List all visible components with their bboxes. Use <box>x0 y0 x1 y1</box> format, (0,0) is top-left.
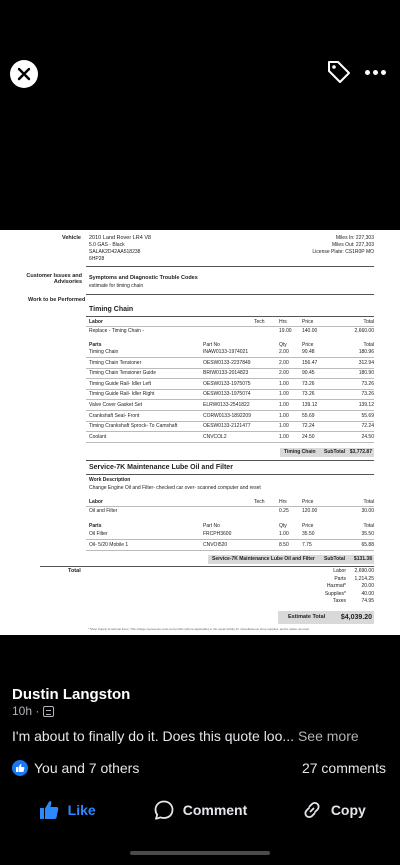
total-row-label: Hazmat* <box>326 583 346 590</box>
part-total: 139.12 <box>358 402 374 408</box>
part-total: 180.96 <box>358 349 374 355</box>
part-number: OESW0133-2121477 <box>203 423 251 430</box>
part-name: Timing Crankshaft Sprock- To Camshaft <box>89 423 178 430</box>
comments-count[interactable]: 27 comments <box>301 760 386 776</box>
part-number: BRIW0133-2014823 <box>203 370 249 377</box>
part-price: 90.45 <box>302 370 315 377</box>
job2-hrs-header: Hrs <box>279 499 287 505</box>
part-price: 72.24 <box>302 423 315 430</box>
comment-icon <box>153 799 175 821</box>
part-price: 7.75 <box>302 541 312 548</box>
estimate-total-label: Estimate Total <box>288 614 326 620</box>
more-icon <box>365 70 370 75</box>
link-icon <box>301 799 323 821</box>
comment-label: Comment <box>182 802 248 818</box>
part-qty: 1.00 <box>279 423 289 430</box>
job2-parts-header: Parts <box>89 523 102 529</box>
tag-icon <box>325 58 353 86</box>
part-total: 180.90 <box>358 370 374 377</box>
job2-title: Service-7K Maintenance Lube Oil and Filter <box>89 464 233 471</box>
part-name: Timing Guide Rail- Idler Right <box>89 391 155 398</box>
part-price: 55.69 <box>302 412 315 419</box>
job2-subtotal-name: Service-7K Maintenance Lube Oil and Filter <box>212 556 315 562</box>
part-name: Oil- 5/20 Mobile 1 <box>89 541 129 548</box>
vehicle-name: 2010 Land Rover LR4 V8 <box>89 235 152 241</box>
part-total: 312.94 <box>358 359 374 366</box>
job1-tech-header: Tech <box>254 319 265 325</box>
job1-labor-total: 2,660.00 <box>354 328 374 334</box>
job1-labor-desc: Replace - Timing Chain - <box>89 328 145 334</box>
total-row-label: Taxes <box>332 598 346 605</box>
part-price: 24.50 <box>302 433 315 440</box>
part-qty: 8.50 <box>279 541 289 548</box>
job1-hrs-header: Hrs <box>279 319 287 325</box>
comment-button[interactable] <box>133 799 266 821</box>
part-price: 156.47 <box>302 359 318 366</box>
vehicle-code: 6HP28 <box>89 256 105 262</box>
job2-price-header-2: Price <box>302 523 314 529</box>
reactions-text: You and 7 others <box>34 760 140 776</box>
part-price: 73.26 <box>302 380 315 387</box>
part-qty: 1.00 <box>279 433 289 440</box>
total-row-label: Parts <box>334 575 346 582</box>
divider <box>86 474 374 475</box>
part-number: CORW0133-1892209 <box>203 412 251 419</box>
job1-price-header-2: Price <box>302 342 314 348</box>
close-icon <box>17 67 31 81</box>
part-name: Timing Chain Tensioner Guide <box>89 370 156 377</box>
divider <box>86 266 374 267</box>
part-qty: 1.00 <box>279 380 289 387</box>
divider <box>86 294 374 295</box>
job1-subtotal-name: Timing Chain <box>284 449 316 455</box>
job1-labor-header: Labor <box>89 319 103 325</box>
part-number: ELRW0133-2541822 <box>203 402 250 408</box>
vehicle-vin: SALAK2D42AA518238 <box>89 249 141 255</box>
tag-button[interactable] <box>325 58 353 86</box>
home-indicator[interactable] <box>130 851 270 855</box>
job2-labor-price: 120.00 <box>302 508 318 514</box>
part-name: Timing Chain <box>89 349 119 355</box>
copy-label: Copy <box>330 802 366 818</box>
total-row-value: 74.95 <box>361 598 374 605</box>
part-qty: 2.00 <box>279 370 289 377</box>
job2-labor-header: Labor <box>89 499 103 505</box>
part-total: 24.50 <box>361 433 374 440</box>
copy-button[interactable] <box>267 799 400 821</box>
part-number: OESW0133-2237849 <box>203 359 251 366</box>
part-number: OESW0133-1975074 <box>203 391 251 398</box>
more-options-button[interactable] <box>362 62 388 82</box>
footnote: * Shop Supply & Hazmat Fees: This charge represents costs and profits (where applicable) to the repair facility for miscellaneous shop supplies, and/or waste removal. <box>88 627 310 631</box>
total-label: Total <box>68 568 81 574</box>
action-bar <box>0 796 400 824</box>
part-total: 65.88 <box>361 541 374 548</box>
job2-tech-header: Tech <box>254 499 265 505</box>
job1-price-header: Price <box>302 319 314 325</box>
license-plate: License Plate: CS1R0P MO <box>312 249 374 255</box>
post-caption <box>12 728 392 744</box>
issues-label: Customer Issues and Advisories <box>26 273 82 286</box>
part-qty: 1.00 <box>279 412 289 419</box>
part-price: 73.26 <box>302 391 315 398</box>
part-price: 139.12 <box>302 402 318 408</box>
like-reaction-icon <box>12 760 28 776</box>
job2-subtotal-label: SubTotal <box>324 556 346 562</box>
vehicle-engine: 5.0 GAS - Black <box>89 242 125 248</box>
job1-subtotal-value: $3,772.87 <box>349 449 372 455</box>
part-total: 35.50 <box>361 531 374 537</box>
part-name: Coolant <box>89 433 107 440</box>
job2-total-header: Total <box>363 499 374 505</box>
job1-total-header: Total <box>363 319 374 325</box>
part-total: 72.24 <box>361 423 374 430</box>
part-name: Oil Filter <box>89 531 108 537</box>
job2-price-header: Price <box>302 499 314 505</box>
part-name: Timing Chain Tensioner <box>89 359 142 366</box>
close-button[interactable] <box>10 60 38 88</box>
post-meta <box>12 704 54 718</box>
job1-total-header-2: Total <box>363 342 374 348</box>
part-qty: 1.00 <box>279 402 289 408</box>
part-qty: 2.00 <box>279 359 289 366</box>
total-row-value: 40.00 <box>361 590 374 597</box>
total-row-value: 20.00 <box>361 583 374 590</box>
divider <box>86 460 374 461</box>
job1-partno-header: Part No <box>203 342 220 348</box>
part-total: 55.69 <box>361 412 374 419</box>
vehicle-label: Vehicle <box>62 235 81 241</box>
estimate-total-value: $4,039.20 <box>340 614 372 621</box>
part-number: CNVCOL2 <box>203 433 227 440</box>
total-row-value: 2,690.00 <box>354 568 374 574</box>
part-price: 90.48 <box>302 349 315 355</box>
see-more-link[interactable]: See more <box>297 728 359 744</box>
miles-out: Miles Out: 227,303 <box>332 242 374 248</box>
post-time: 10h · <box>12 704 40 718</box>
like-label: Like <box>67 802 96 818</box>
job1-parts-header: Parts <box>89 342 102 348</box>
job2-subtotal-value: $131.38 <box>353 556 372 562</box>
part-name: Valve Cover Gasket Set <box>89 402 142 408</box>
part-price: 35.50 <box>302 531 315 537</box>
part-qty: 1.00 <box>279 391 289 398</box>
job2-labor-hrs: 0.25 <box>279 508 289 514</box>
total-row-label: Supplies* <box>324 590 346 597</box>
audience-icon <box>43 706 54 717</box>
post-author[interactable]: Dustin Langston <box>12 686 131 703</box>
issues-title: Symptoms and Diagnostic Trouble Codes <box>89 275 198 281</box>
miles-in: Miles In: 227,303 <box>335 235 374 241</box>
job2-labor-desc: Oil and Filter <box>89 508 118 514</box>
like-button[interactable] <box>0 799 133 821</box>
total-row-label: Labor <box>333 568 346 574</box>
job2-work-desc: Change Engine Oil and Filter- checked car over- scanned computer and reset <box>89 485 261 491</box>
thumbs-up-icon <box>38 799 60 821</box>
work-label: Work to be Performed <box>28 297 86 303</box>
job2-labor-total: 30.00 <box>361 508 374 514</box>
part-name: Crankshaft Seal- Front <box>89 412 140 419</box>
part-total: 73.26 <box>361 380 374 387</box>
part-qty: 1.00 <box>279 531 289 537</box>
part-number: CNVOI520 <box>203 541 228 548</box>
total-row-value: 1,214.25 <box>354 575 374 582</box>
job1-qty-header: Qty <box>279 342 287 348</box>
job2-qty-header: Qty <box>279 523 287 529</box>
reactions-summary[interactable] <box>12 760 139 776</box>
part-number: FRCPH3600 <box>203 531 232 537</box>
part-qty: 2.00 <box>279 349 289 355</box>
job2-work-desc-header: Work Description <box>89 477 131 483</box>
divider <box>86 316 374 317</box>
job2-total-header-2: Total <box>363 523 374 529</box>
job1-labor-price: 140.00 <box>302 328 318 334</box>
job1-subtotal-label: SubTotal <box>324 449 346 455</box>
issues-text: estimate for timing chain <box>89 283 144 289</box>
part-total: 73.26 <box>361 391 374 398</box>
part-number: OESW0133-1975075 <box>203 380 251 387</box>
estimate-document <box>0 230 400 635</box>
divider <box>40 566 374 567</box>
job2-partno-header: Part No <box>203 523 220 529</box>
job1-labor-hrs: 19.00 <box>279 328 292 334</box>
job1-title: Timing Chain <box>89 306 134 313</box>
part-number: INAW0133-1974021 <box>203 349 249 355</box>
part-name: Timing Guide Rail- Idler Left <box>89 380 152 387</box>
caption-text: I'm about to finally do it. Does this quote loo... <box>12 728 295 744</box>
